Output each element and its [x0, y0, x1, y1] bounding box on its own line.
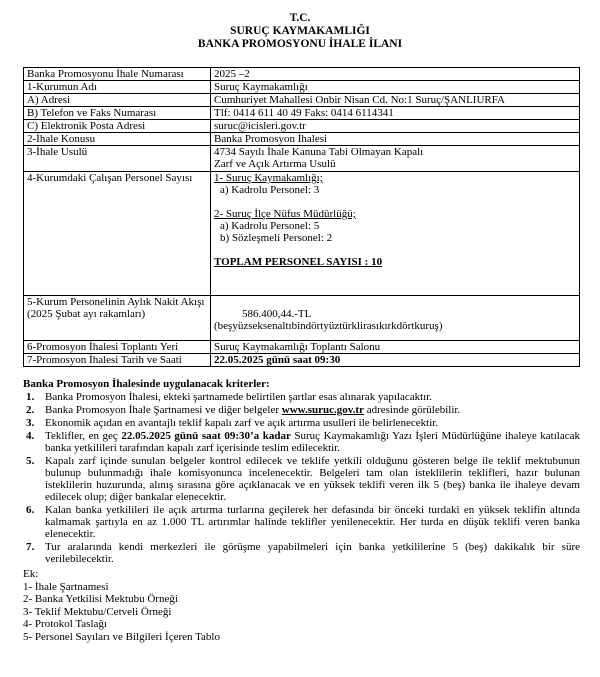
- total-staff: TOPLAM PERSONEL SAYISI : 10: [214, 256, 383, 268]
- website-link[interactable]: www.suruc.gov.tr: [281, 404, 364, 416]
- row-value-date-time: 22.05.2025 günü saat 09:30: [211, 354, 580, 367]
- criterion-text: adresinde görülebilir.: [363, 404, 461, 416]
- criterion-text: Tur aralarında kendi merkezleri ile görüşme yapabilmeleri için banka yetkililerine 5 (beş) dakikalık bir süre verilebilecektir.: [45, 541, 580, 565]
- row-label-method: 3-İhale Usulü: [24, 146, 211, 172]
- list-item: [23, 391, 580, 403]
- cash-flow-period: (2025 Şubat ayı rakamları): [27, 308, 146, 320]
- list-item: [23, 455, 580, 503]
- list-item: [23, 504, 580, 540]
- criterion-text: Suruç Kaymakamlığı Yazı İşleri Müdürlüğüne ihaleye katılacak banka yetkilileri tarafından kapalı zarf içerisinde teslim edilecektir.: [45, 430, 580, 454]
- cash-flow-amount: 586.400,44.-TL: [242, 308, 312, 320]
- header-line-institution: SURUÇ KAYMAKAMLIĞI: [230, 25, 370, 37]
- criterion-number: 5.: [26, 455, 35, 467]
- table-row: [24, 94, 580, 107]
- unit1-title: 1- Suruç Kaymakamlığı;: [214, 172, 323, 184]
- header-line-tc: T.C.: [289, 12, 311, 24]
- attachment-item: 1- İhale Şartnamesi: [23, 580, 109, 593]
- criterion-number: 4.: [26, 430, 35, 442]
- table-row: [24, 341, 580, 354]
- attachment-item: 3- Teklif Mektubu/Cetveli Örneği: [23, 605, 172, 618]
- table-row: [24, 146, 580, 172]
- list-item: [23, 541, 580, 565]
- attachment-item: 5- Personel Sayıları ve Bilgileri İçeren Tablo: [23, 630, 220, 643]
- row-value-email: suruc@icisleri.gov.tr: [211, 120, 580, 133]
- row-label-email: C) Elektronik Posta Adresi: [24, 120, 211, 133]
- list-item: [23, 417, 580, 429]
- criterion-text: Teklifler, en geç: [45, 430, 122, 442]
- row-label-meeting-place: 6-Promosyon İhalesi Toplantı Yeri: [24, 341, 211, 354]
- attachments-section: [23, 568, 580, 643]
- attachments-title: Ek:: [23, 568, 39, 580]
- method-line-2: Zarf ve Açık Artırma Usulü: [214, 158, 336, 170]
- table-row: [24, 68, 580, 81]
- deadline-text: 22.05.2025 günü saat 09:30’a kadar: [121, 430, 291, 442]
- cash-flow-amount-words: (beşyüzseksenaltıbindörtyüztürklirasıkırkdörtkuruş): [214, 320, 443, 332]
- table-row: [24, 296, 580, 341]
- row-label-subject: 2-İhale Konusu: [24, 133, 211, 146]
- document-header: [0, 12, 600, 51]
- row-value-method: [211, 146, 580, 172]
- tender-info-table: [23, 67, 580, 367]
- criterion-text: Banka Promosyon İhale Şartnamesi ve diğer belgeler: [45, 404, 282, 416]
- row-value-phone-fax: Tlf: 0414 611 40 49 Faks: 0414 6114341: [211, 107, 580, 120]
- criterion-number: 1.: [26, 391, 35, 403]
- row-value-address: Cumhuriyet Mahallesi Onbir Nisan Cd. No:1 Suruç/ŞANLIURFA: [211, 94, 580, 107]
- table-row: [24, 81, 580, 94]
- row-label-tender-number: Banka Promosyonu İhale Numarası: [24, 68, 211, 81]
- criteria-list: [23, 391, 580, 565]
- table-row: [24, 354, 580, 367]
- criterion-number: 7.: [26, 541, 35, 553]
- row-label-staff-count: 4-Kurumdaki Çalışan Personel Sayısı: [24, 172, 211, 296]
- row-label-phone-fax: B) Telefon ve Faks Numarası: [24, 107, 211, 120]
- cash-flow-label: 5-Kurum Personelinin Aylık Nakit Akışı: [27, 296, 205, 308]
- list-item: [23, 430, 580, 454]
- row-label-institution-name: 1-Kurumun Adı: [24, 81, 211, 94]
- list-item: [23, 404, 580, 416]
- unit1-permanent-staff: a) Kadrolu Personel: 3: [220, 184, 320, 196]
- row-label-address: A) Adresi: [24, 94, 211, 107]
- row-value-institution-name: Suruç Kaymakamlığı: [211, 81, 580, 94]
- criteria-section: [23, 378, 580, 643]
- criterion-text: Kalan banka yetkilileri ile açık artırma turlarına geçilerek her defasında bir önceki turdaki en yüksek teklifin altında kalmamak şartıyla en az 1.000 TL artırımlar halinde teklifler yenilenecektir. Her turda en düşük teklifi veren banka elenecektir.: [45, 504, 580, 540]
- criterion-number: 6.: [26, 504, 35, 516]
- unit2-contract-staff: b) Sözleşmeli Personel: 2: [220, 232, 333, 244]
- method-line-1: 4734 Sayılı İhale Kanuna Tabi Olmayan Kapalı: [214, 146, 424, 158]
- attachment-item: 4- Protokol Taslağı: [23, 618, 107, 630]
- criterion-text: Banka Promosyon İhalesi, ekteki şartnamede belirtilen şartlar esas alınarak yapılacaktır.: [45, 391, 433, 403]
- row-label-date-time: 7-Promosyon İhalesi Tarih ve Saati: [24, 354, 211, 367]
- table-row: [24, 107, 580, 120]
- row-value-staff-count: [211, 172, 580, 296]
- unit2-title: 2- Suruç İlçe Nüfus Müdürlüğü;: [214, 208, 356, 220]
- criterion-number: 3.: [26, 417, 35, 429]
- attachment-item: 2- Banka Yetkilisi Mektubu Örneği: [23, 593, 178, 605]
- table-row: [24, 133, 580, 146]
- criterion-text: Ekonomik açıdan en avantajlı teklif kapalı zarf ve açık artırma usulleri ile belirlenecektir.: [45, 417, 439, 429]
- row-label-cash-flow: [24, 296, 211, 341]
- row-value-meeting-place: Suruç Kaymakamlığı Toplantı Salonu: [211, 341, 580, 354]
- header-line-title: BANKA PROMOSYONU İHALE İLANI: [197, 38, 403, 50]
- unit2-permanent-staff: a) Kadrolu Personel: 5: [220, 220, 320, 232]
- table-row: [24, 172, 580, 296]
- criterion-number: 2.: [26, 404, 35, 416]
- row-value-subject: Banka Promosyon İhalesi: [211, 133, 580, 146]
- row-value-tender-number: 2025 –2: [211, 68, 580, 81]
- criterion-text: Kapalı zarf içinde sunulan belgeler kontrol edilecek ve teklife yetkili olduğunu gösteren belge ile teklif mektubunun bulunup bulunmadığı ihale komisyonunca incelenecektir. Belgeleri tam olan isteklilerin teklifleri, hazır bulunan isteklilerin huzurunda, alınış sırasına göre açıklanacak ve en yüksek teklifi veren ilk 5 (beş) banka ile ihaleye devam edilecek olup; diğer bankalar elenecektir.: [45, 455, 580, 503]
- table-row: [24, 120, 580, 133]
- row-value-cash-flow: [211, 296, 580, 341]
- criteria-title: Banka Promosyon İhalesinde uygulanacak kriterler:: [23, 378, 270, 390]
